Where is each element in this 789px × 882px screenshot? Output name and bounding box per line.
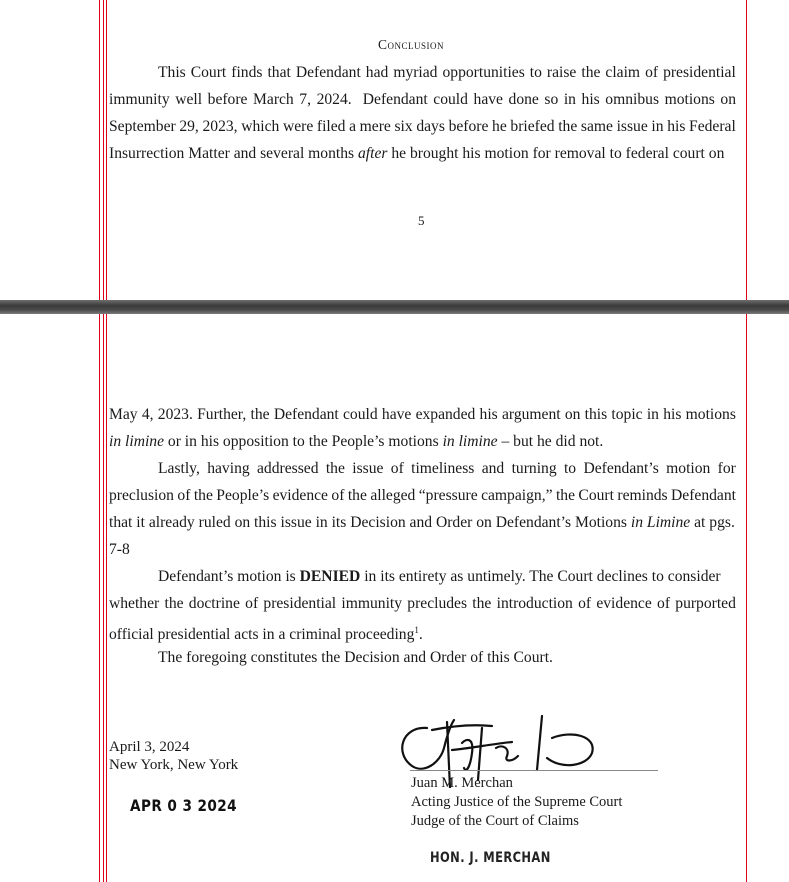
footnote-ref[interactable]: 1 [414, 625, 419, 635]
margin-rule-left [106, 314, 107, 882]
paragraph-line: The foregoing constitutes the Decision and Order of this Court. [158, 649, 553, 666]
emphasis-text: in limine [442, 433, 498, 450]
signer-title: Acting Justice of the Supreme Court [411, 794, 623, 810]
paragraph-line: in limine or in his opposition to the People’s motions in limine – but he did not. [109, 433, 604, 450]
margin-rule-right [746, 314, 747, 882]
paragraph-line: Defendant’s motion is DENIED in its entirety as untimely. The Court declines to consider [158, 568, 721, 585]
signer-name: Juan M. Merchan [411, 775, 513, 791]
date-stamp: APR 0 3 2024 [130, 796, 238, 815]
denied-text: DENIED [299, 568, 361, 585]
margin-rule-left [103, 314, 104, 882]
paragraph-line: This Court finds that Defendant had myriad opportunities to raise the claim of presidential [158, 64, 736, 81]
paragraph-line: that it already ruled on this issue in its Decision and Order on Defendant’s Motions in Limine at pgs. [109, 514, 735, 531]
paragraph-line: Lastly, having addressed the issue of timeliness and turning to Defendant’s motion for [158, 460, 736, 477]
signer-title: Judge of the Court of Claims [411, 813, 579, 829]
name-stamp: HON. J. MERCHAN [430, 850, 551, 866]
paragraph-line: whether the doctrine of presidential immunity precludes the introduction of evidence of purported [109, 595, 736, 612]
margin-rule-right [746, 0, 747, 300]
margin-rule-left [106, 0, 107, 300]
paragraph-line: preclusion of the People’s evidence of the alleged “pressure campaign,” the Court reminds Defendant [109, 487, 736, 504]
emphasis-text: in limine [109, 433, 165, 450]
decision-date: April 3, 2024 [109, 739, 190, 755]
emphasis-text: in Limine [630, 514, 691, 531]
document-page-5 [0, 0, 789, 300]
decision-place: New York, New York [109, 757, 239, 773]
section-heading: Conclusion [378, 37, 445, 52]
paragraph-line: 7-8 [109, 541, 130, 558]
page-break-divider [0, 300, 789, 314]
paragraph-line: Insurrection Matter and several months after he brought his motion for removal to federal court on [109, 145, 725, 162]
paragraph-line: May 4, 2023. Further, the Defendant could have expanded his argument on this topic in his motions [109, 406, 736, 423]
emphasis-text: after [358, 145, 388, 162]
signature-line [410, 770, 658, 771]
paragraph-line: immunity well before March 7, 2024. Defendant could have done so in his omnibus motions on [109, 91, 736, 108]
paragraph-line: September 29, 2023, which were filed a mere six days before he briefed the same issue in his Federal [109, 118, 736, 135]
paragraph-line: official presidential acts in a criminal proceeding$^1$. [109, 625, 423, 644]
margin-rule-left [99, 314, 100, 882]
margin-rule-left [99, 0, 100, 300]
page-number: 5 [418, 213, 425, 228]
margin-rule-left [103, 0, 104, 300]
